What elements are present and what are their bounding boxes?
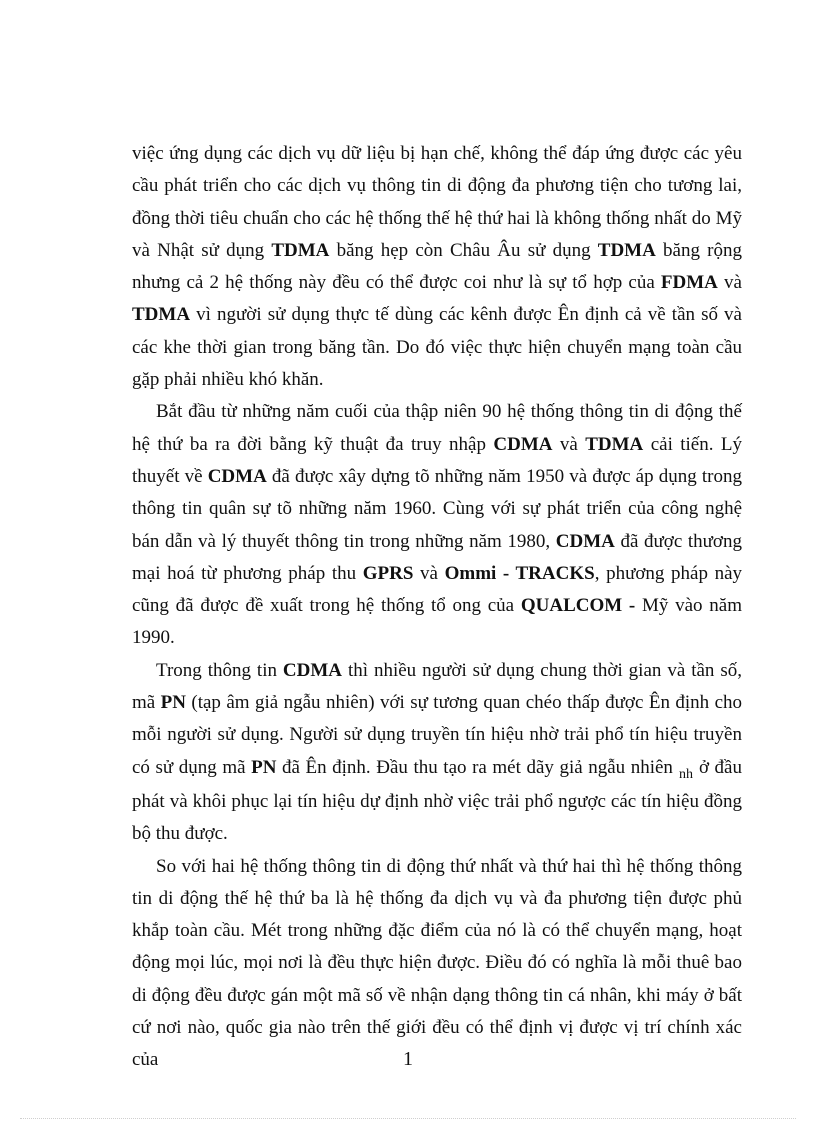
- bold-term: PN: [251, 756, 277, 778]
- text-run: và: [413, 562, 445, 584]
- bold-term: CDMA: [493, 433, 553, 455]
- text-run: So với hai hệ thống thông tin di động thứ nhất và thứ hai thì hệ thống thông tin di động thế hệ thứ ba là hệ thống đa dịch vụ và đa phương tiện được phủ khắp toàn cầu. Mét trong những đặc điểm của nó là có thể chuyển mạng, hoạt động mọi lúc, mọi nơi là đều thực hiện được. Điều đó có nghĩa là mỗi thuê bao di động đều được gán một mã số về nhận dạng thông tin cá nhân, khi máy ở bất cứ nơi nào, quốc gia nào trên thế giới đều có thể định vị được vị trí chính xác của: [132, 855, 742, 1071]
- text-run: và: [717, 272, 742, 294]
- bold-term: GPRS: [362, 562, 414, 584]
- page-body: [132, 138, 742, 1077]
- bold-term: FDMA: [660, 272, 718, 294]
- text-run: băng hẹp còn Châu Âu sử dụng: [329, 239, 598, 261]
- body-paragraph: [132, 851, 742, 1077]
- bold-term: TDMA: [132, 304, 191, 326]
- bold-term: QUALCOM -: [520, 595, 636, 617]
- text-run: thì nhiều người sử dụng chung thời gian và tần số, mã: [132, 659, 742, 714]
- body-paragraph: [132, 655, 742, 851]
- bold-term: CDMA: [207, 465, 267, 487]
- text-run: cải tiến. Lý thuyết về: [132, 433, 742, 487]
- bold-term: CDMA: [282, 659, 343, 681]
- body-paragraph: [132, 138, 742, 396]
- text-run: băng rộng nhưng cả 2 hệ thống này đều có thể được coi như là sự tổ hợp của: [132, 239, 742, 294]
- subscript-text: nh: [678, 766, 693, 782]
- page-bottom-divider: [20, 1118, 796, 1119]
- bold-term: TDMA: [271, 239, 330, 261]
- text-run: Mỹ vào năm 1990.: [132, 595, 742, 649]
- bold-term: Ommi - TRACKS: [444, 562, 595, 584]
- text-run: (tạp âm giả ngẫu nhiên) với sự tương quan chéo thấp được Ên định cho mỗi người sử dụng. Người sử dụng truyền tín hiệu nhờ trải phổ tín hiệu truyền có sử dụng mã: [132, 692, 742, 778]
- text-run: vì người sử dụng thực tế dùng các kênh được Ên định cả về tần số và các khe thời gian trong băng tần. Do đó việc thực hiện chuyển mạng toàn cầu gặp phải nhiều khó khăn.: [132, 304, 742, 391]
- page-number: 1: [403, 1048, 413, 1070]
- text-run: , phương pháp này cũng đã được đề xuất trong hệ thống tổ ong của: [132, 562, 742, 617]
- text-run: Trong thông tin: [156, 659, 283, 681]
- text-run: đã được xây dựng tõ những năm 1950 và được áp dụng trong thông tin quân sự tõ những năm 1960. Cùng với sự phát triển của công nghệ bán dẫn và lý thuyết thông tin trong những năm 1980,: [132, 465, 742, 552]
- text-run: và: [552, 433, 586, 455]
- text-run: đã Ên định. Đầu thu tạo ra mét dãy giả ngẫu nhiên: [276, 756, 673, 778]
- bold-term: CDMA: [555, 530, 615, 552]
- bold-term: TDMA: [585, 433, 644, 455]
- text-run: ở đầu phát và khôi phục lại tín hiệu dự định nhờ việc trải phổ ngược các tín hiệu đồng bộ thu được.: [132, 756, 742, 845]
- body-paragraph: [132, 396, 742, 654]
- bold-term: PN: [160, 692, 186, 714]
- bold-term: TDMA: [597, 239, 656, 261]
- text-run: đã được thương mại hoá từ phương pháp thu: [132, 530, 742, 584]
- text-run: việc ứng dụng các dịch vụ dữ liệu bị hạn chế, không thể đáp ứng được các yêu cầu phát triển cho các dịch vụ thông tin di động đa phương tiện cho tương lai, đồng thời tiêu chuẩn cho các hệ thống thế hệ thứ hai là không thống nhất do Mỹ và Nhật sử dụng: [132, 143, 742, 261]
- text-run: Bắt đầu từ những năm cuối của thập niên 90 hệ thống thông tin di động thế hệ thứ ba ra đời bằng kỹ thuật đa truy nhập: [132, 401, 742, 455]
